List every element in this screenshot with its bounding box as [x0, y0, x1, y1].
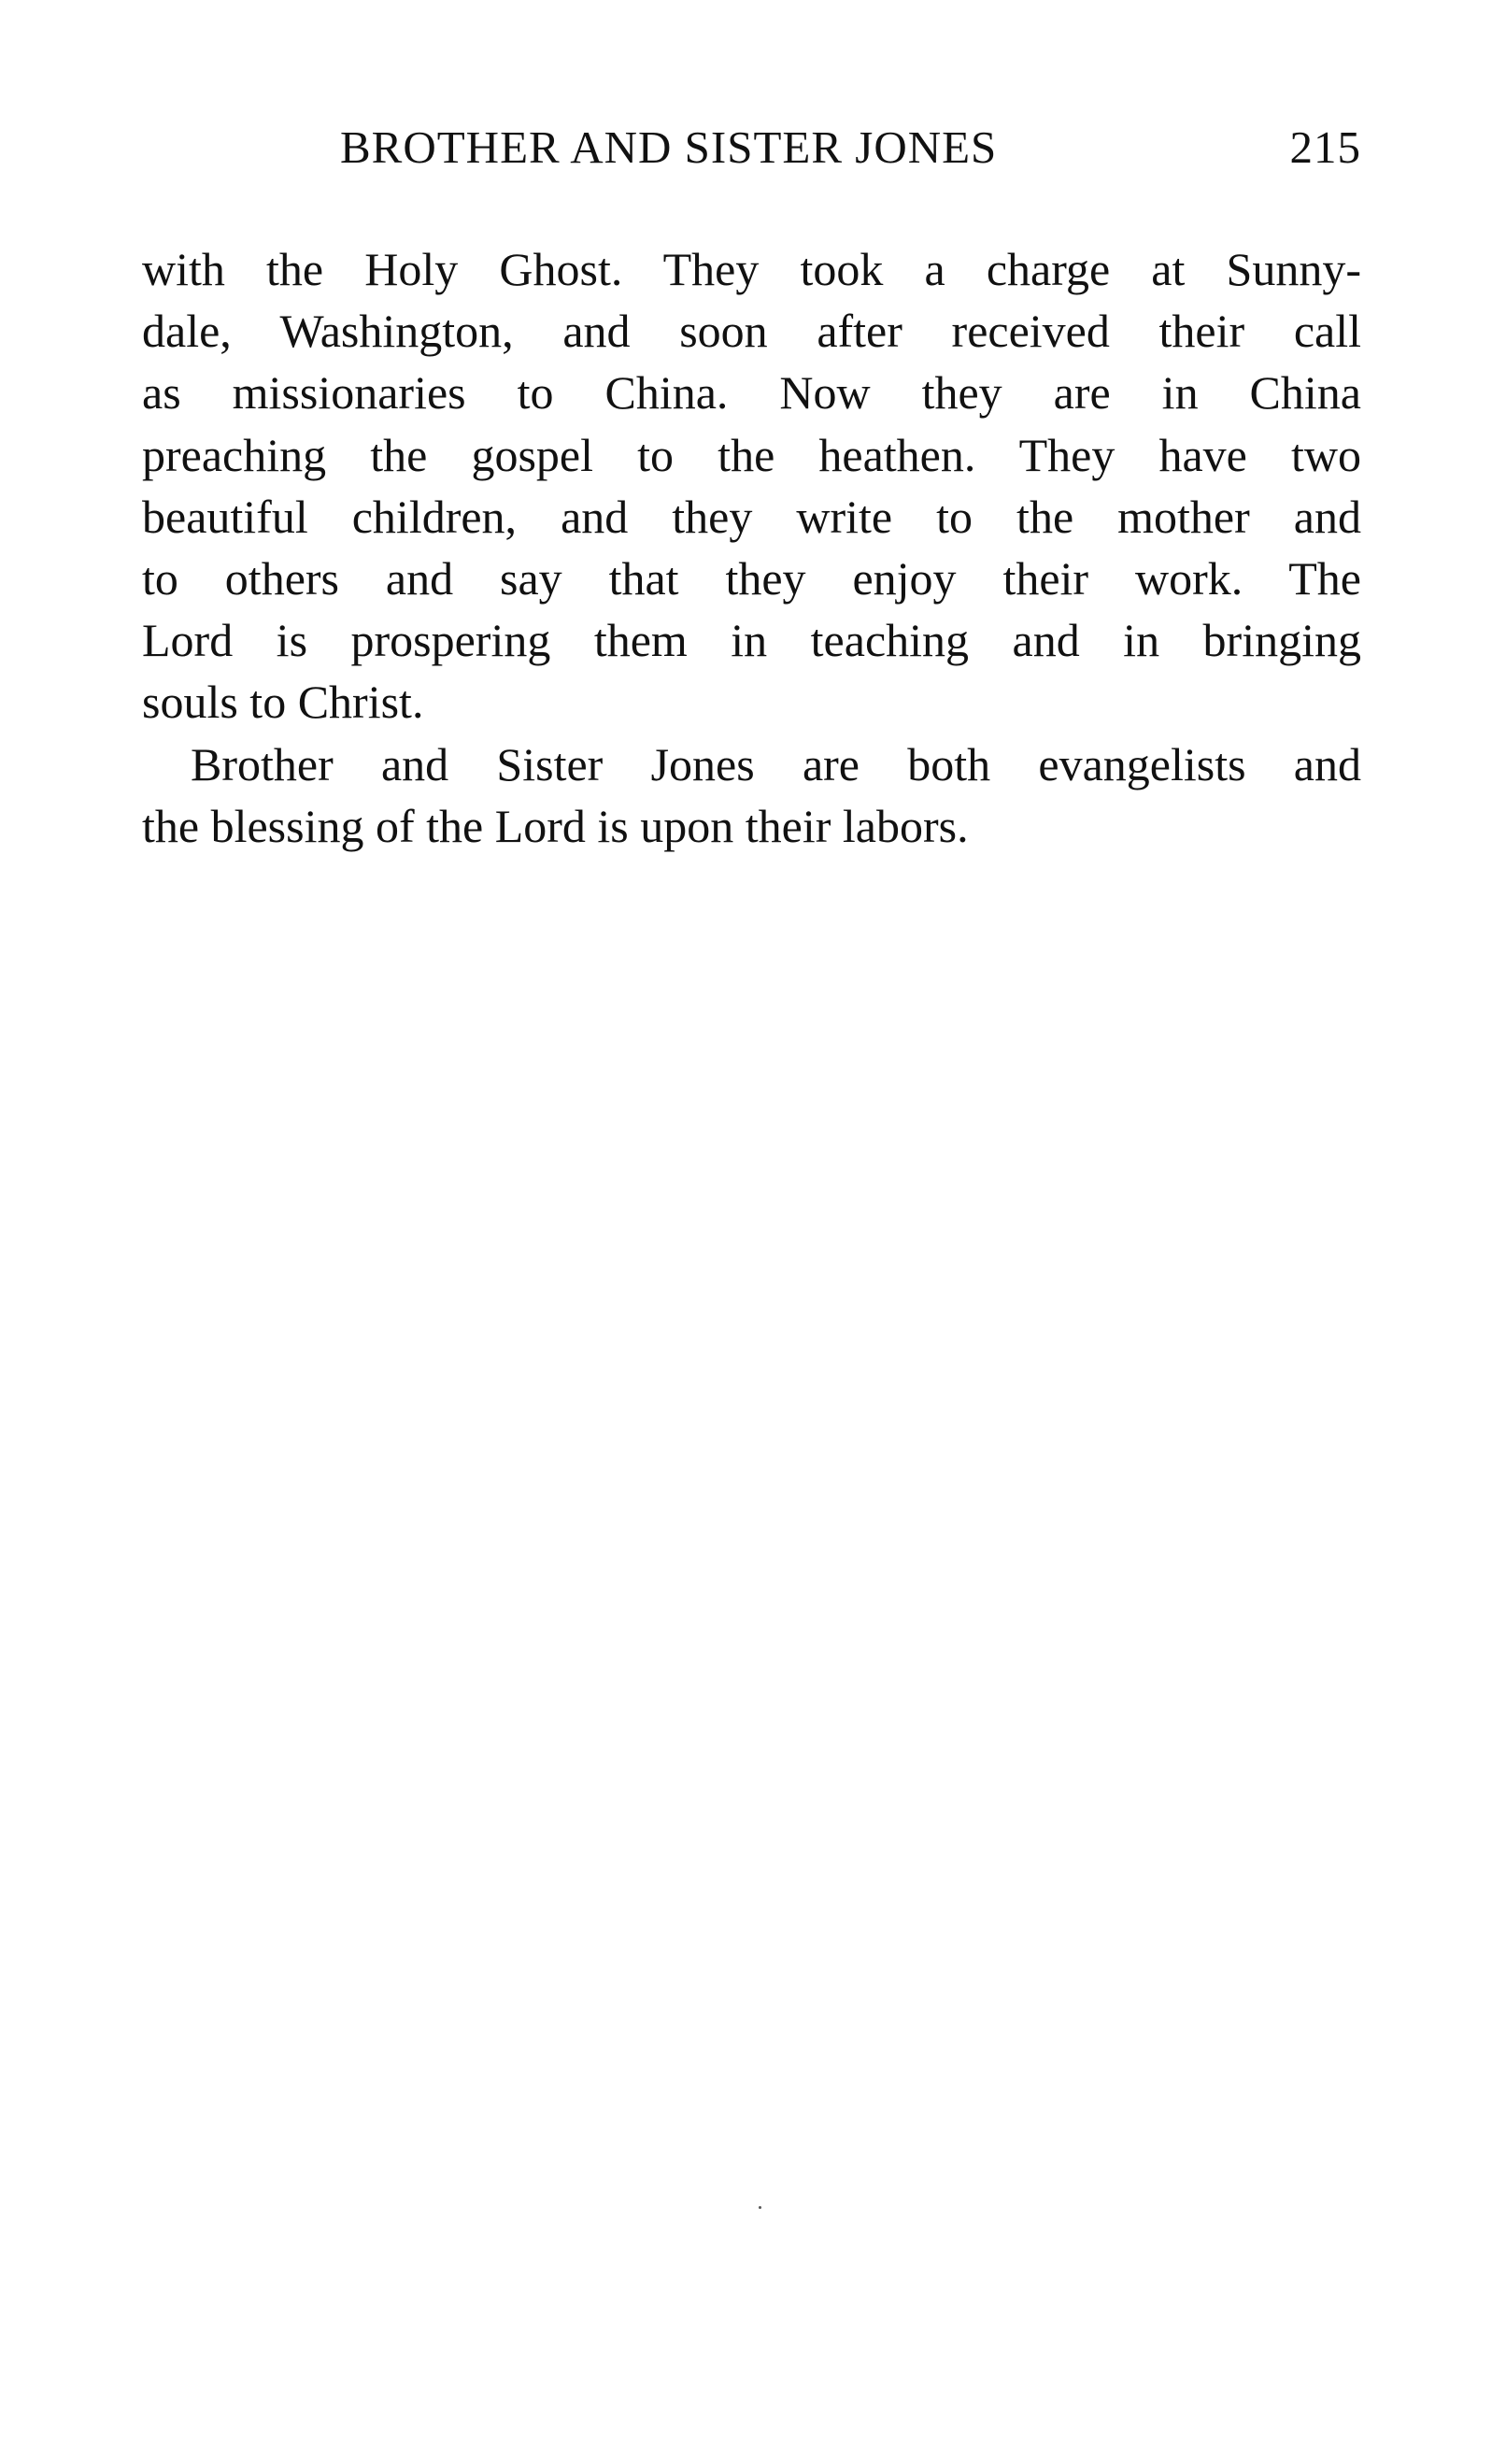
text-line: preaching the gospel to the heathen. They have two [142, 428, 1361, 481]
text-line: the blessing of the Lord is upon their labors. [142, 799, 969, 852]
text-line: as missionaries to China. Now they are in China [142, 366, 1361, 420]
page-number: 215 [1289, 121, 1361, 173]
running-title: BROTHER AND SISTER JONES [340, 121, 998, 173]
paragraph-2 [142, 734, 1361, 857]
text-line: souls to Christ. [142, 676, 424, 729]
text-line: Lord is prospering them in teaching and in bringing [142, 614, 1361, 667]
ink-speck [759, 2206, 761, 2209]
text-line: Brother and Sister Jones are both evangelists and [191, 737, 1361, 790]
paragraph-1 [142, 238, 1361, 734]
running-head [142, 120, 1361, 176]
text-line: with the Holy Ghost. They took a charge at Sunny- [142, 243, 1361, 295]
text-line: beautiful children, and they write to the mother and [142, 490, 1361, 543]
text-line: dale, Washington, and soon after received their call [142, 305, 1361, 358]
body-text [142, 238, 1361, 857]
text-line: to others and say that they enjoy their work. The [142, 551, 1361, 605]
